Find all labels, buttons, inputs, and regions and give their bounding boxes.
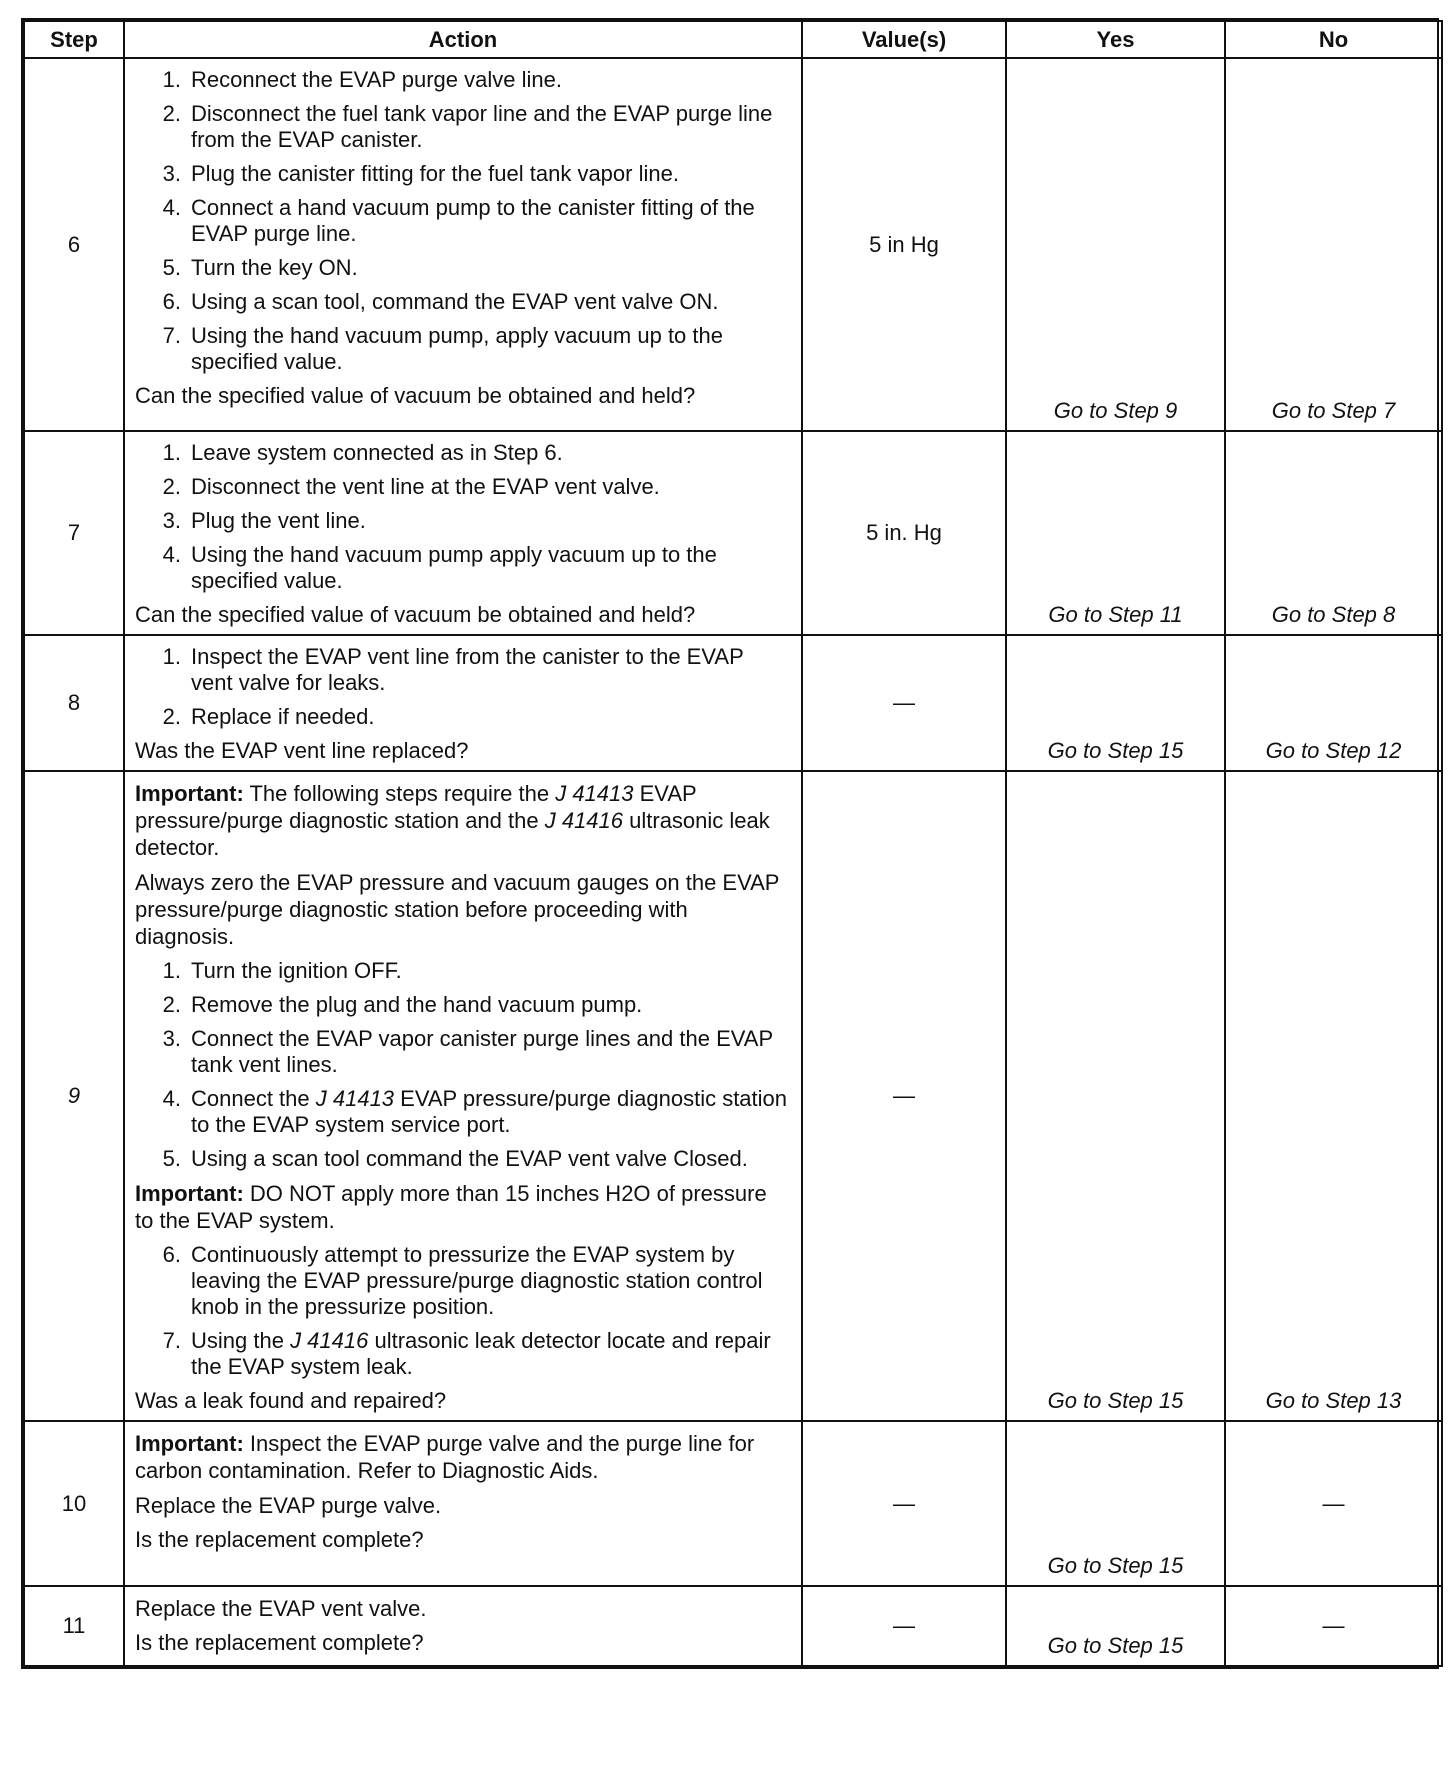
- list-item-number: 6.: [162, 289, 181, 314]
- text-run: EVAP pressure/purge diagnostic station to the EVAP system service port.: [191, 1086, 788, 1137]
- instruction-list: [135, 644, 791, 730]
- list-item-text: [191, 67, 791, 93]
- list-item-text: [191, 161, 791, 187]
- go-to-step-text: Go to Step 15: [1047, 1553, 1184, 1578]
- list-item-number: 2.: [162, 704, 181, 729]
- text-run: Using a scan tool, command the EVAP vent valve ON.: [191, 289, 719, 314]
- step-number: 11: [24, 1586, 124, 1666]
- value-cell: —: [802, 1586, 1006, 1666]
- list-item-text: [191, 1146, 791, 1172]
- list-item: [135, 101, 791, 153]
- step-number: 6: [24, 58, 124, 431]
- list-item-text: [191, 195, 791, 247]
- list-item: [135, 1146, 791, 1172]
- list-item-number: 5.: [162, 1146, 181, 1171]
- no-cell: [1225, 771, 1442, 1421]
- list-item-number: 5.: [162, 255, 181, 280]
- action-cell: [124, 635, 802, 771]
- list-item: [135, 255, 791, 281]
- value-cell: —: [802, 771, 1006, 1421]
- text-run: Reconnect the EVAP purge valve line.: [191, 67, 562, 92]
- instruction-paragraph: [135, 1430, 791, 1484]
- list-item-text: [191, 508, 791, 534]
- list-item-text: [191, 289, 791, 315]
- yes-cell: [1006, 58, 1225, 431]
- list-item-number: 1.: [162, 440, 181, 465]
- step-number: 10: [24, 1421, 124, 1586]
- emphasis-text: Important:: [135, 781, 244, 806]
- list-item: [135, 644, 791, 696]
- go-to-step-text: Go to Step 15: [1047, 738, 1184, 763]
- go-to-step-text: Go to Step 8: [1271, 602, 1396, 627]
- value-cell: —: [802, 635, 1006, 771]
- list-item: [135, 704, 791, 730]
- step-number: 7: [24, 431, 124, 635]
- list-item-text: [191, 1026, 791, 1078]
- list-item-text: [191, 255, 791, 281]
- go-to-step-text: Go to Step 13: [1265, 1388, 1402, 1413]
- list-item-text: [191, 542, 791, 594]
- yes-cell: [1006, 771, 1225, 1421]
- text-run: Remove the plug and the hand vacuum pump.: [191, 992, 643, 1017]
- text-run: EVAP pressure/purge diagnostic station and the: [135, 781, 697, 833]
- text-run: Disconnect the fuel tank vapor line and the EVAP purge line from the EVAP canister.: [191, 101, 773, 152]
- text-run: Connect the EVAP vapor canister purge lines and the EVAP tank vent lines.: [191, 1026, 773, 1077]
- list-item-text: [191, 1086, 791, 1138]
- text-run: Turn the key ON.: [191, 255, 358, 280]
- step-question: Is the replacement complete?: [135, 1527, 424, 1552]
- text-run: Replace the EVAP vent valve.: [135, 1596, 427, 1621]
- list-item: [135, 323, 791, 375]
- value-cell: 5 in Hg: [802, 58, 1006, 431]
- list-item-number: 6.: [162, 1242, 181, 1267]
- table-row: [24, 58, 1442, 431]
- table-row: [24, 1421, 1442, 1586]
- list-item-number: 3.: [162, 1026, 181, 1051]
- list-item-text: [191, 1328, 791, 1380]
- text-run: Plug the vent line.: [191, 508, 366, 533]
- list-item: [135, 992, 791, 1018]
- instruction-list: [135, 67, 791, 375]
- step-question: Was a leak found and repaired?: [135, 1388, 447, 1413]
- step-question: Was the EVAP vent line replaced?: [135, 738, 469, 763]
- list-item-text: [191, 440, 791, 466]
- value-cell: 5 in. Hg: [802, 431, 1006, 635]
- table-row: [24, 1586, 1442, 1666]
- list-item-number: 2.: [162, 101, 181, 126]
- table-row: [24, 771, 1442, 1421]
- text-run: Turn the ignition OFF.: [191, 958, 402, 983]
- action-cell: [124, 1421, 802, 1586]
- text-run: Plug the canister fitting for the fuel tank vapor line.: [191, 161, 679, 186]
- list-item: [135, 1242, 791, 1320]
- list-item-text: [191, 101, 791, 153]
- step-question: Can the specified value of vacuum be obtained and held?: [135, 602, 696, 627]
- instruction-paragraph: [135, 780, 791, 861]
- header-action: Action: [124, 21, 802, 58]
- go-to-step-text: Go to Step 11: [1048, 602, 1183, 627]
- text-run: Connect the: [191, 1086, 316, 1111]
- emphasis-text: J 41413: [315, 1086, 395, 1111]
- list-item-number: 4.: [162, 1086, 181, 1111]
- go-to-step-text: Go to Step 15: [1047, 1388, 1184, 1413]
- list-item-number: 4.: [162, 195, 181, 220]
- text-run: ultrasonic leak detector.: [135, 808, 770, 860]
- list-item: [135, 195, 791, 247]
- dash-text: —: [1322, 1490, 1345, 1516]
- dash-text: —: [1322, 1613, 1345, 1638]
- list-item: [135, 67, 791, 93]
- no-cell: [1225, 1586, 1442, 1666]
- instruction-list: [135, 440, 791, 594]
- instruction-list: [135, 1242, 791, 1380]
- go-to-step-text: Go to Step 7: [1271, 398, 1396, 423]
- list-item-text: [191, 474, 791, 500]
- step-number: 9: [24, 771, 124, 1421]
- text-run: Connect a hand vacuum pump to the canister fitting of the EVAP purge line.: [191, 195, 755, 246]
- no-cell: [1225, 635, 1442, 771]
- no-cell: [1225, 1421, 1442, 1586]
- yes-cell: [1006, 1421, 1225, 1586]
- action-cell: [124, 58, 802, 431]
- text-run: Leave system connected as in Step 6.: [191, 440, 563, 465]
- diagnostic-table-page: [21, 18, 1439, 1669]
- list-item-number: 3.: [162, 161, 181, 186]
- list-item: [135, 508, 791, 534]
- text-run: The following steps require the: [243, 781, 556, 806]
- text-run: Replace if needed.: [191, 704, 375, 729]
- list-item: [135, 1026, 791, 1078]
- instruction-paragraph: [135, 869, 791, 950]
- yes-cell: [1006, 1586, 1225, 1666]
- list-item: [135, 1086, 791, 1138]
- text-run: Inspect the EVAP purge valve and the purge line for carbon contamination. Refer to Diagnostic Aids.: [135, 1431, 755, 1483]
- list-item-text: [191, 323, 791, 375]
- text-run: Disconnect the vent line at the EVAP vent valve.: [191, 474, 660, 499]
- header-no: No: [1225, 21, 1442, 58]
- yes-cell: [1006, 635, 1225, 771]
- list-item-number: 1.: [162, 644, 181, 669]
- table-row: [24, 635, 1442, 771]
- list-item-text: [191, 644, 791, 696]
- text-run: Always zero the EVAP pressure and vacuum gauges on the EVAP pressure/purge diagnostic station before proceeding with diagnosis.: [135, 870, 780, 949]
- list-item-number: 1.: [162, 958, 181, 983]
- list-item: [135, 289, 791, 315]
- no-cell: [1225, 431, 1442, 635]
- text-run: Inspect the EVAP vent line from the canister to the EVAP vent valve for leaks.: [191, 644, 744, 695]
- header-yes: Yes: [1006, 21, 1225, 58]
- step-number: 8: [24, 635, 124, 771]
- list-item: [135, 161, 791, 187]
- list-item: [135, 958, 791, 984]
- list-item-text: [191, 958, 791, 984]
- text-run: Using a scan tool command the EVAP vent valve Closed.: [191, 1146, 748, 1171]
- emphasis-text: J 41413: [555, 781, 634, 806]
- instruction-paragraph: [135, 1180, 791, 1234]
- text-run: DO NOT apply more than 15 inches H2O of pressure to the EVAP system.: [135, 1181, 767, 1233]
- list-item-number: 4.: [162, 542, 181, 567]
- table-row: [24, 431, 1442, 635]
- header-values: Value(s): [802, 21, 1006, 58]
- text-run: ultrasonic leak detector locate and repair the EVAP system leak.: [191, 1328, 771, 1379]
- emphasis-text: J 41416: [290, 1328, 369, 1353]
- list-item-number: 2.: [162, 992, 181, 1017]
- header-row: [24, 21, 1442, 58]
- action-cell: [124, 1586, 802, 1666]
- list-item-number: 1.: [162, 67, 181, 92]
- text-run: Continuously attempt to pressurize the EVAP system by leaving the EVAP pressure/purge diagnostic station control knob in the pressurize position.: [191, 1242, 763, 1319]
- list-item-number: 3.: [162, 508, 181, 533]
- list-item-number: 2.: [162, 474, 181, 499]
- list-item-text: [191, 704, 791, 730]
- no-cell: [1225, 58, 1442, 431]
- list-item: [135, 542, 791, 594]
- instruction-paragraph: [135, 1492, 791, 1519]
- header-step: Step: [24, 21, 124, 58]
- step-question: Is the replacement complete?: [135, 1630, 424, 1655]
- value-cell: —: [802, 1421, 1006, 1586]
- list-item-text: [191, 992, 791, 1018]
- step-question: Can the specified value of vacuum be obtained and held?: [135, 383, 696, 408]
- emphasis-text: Important:: [135, 1431, 244, 1456]
- text-run: Replace the EVAP purge valve.: [135, 1493, 442, 1518]
- action-cell: [124, 771, 802, 1421]
- instruction-paragraph: [135, 1595, 791, 1622]
- list-item-text: [191, 1242, 791, 1320]
- diagnostic-table: [23, 20, 1443, 1667]
- instruction-list: [135, 958, 791, 1172]
- emphasis-text: J 41416: [544, 808, 624, 833]
- go-to-step-text: Go to Step 9: [1053, 398, 1178, 423]
- list-item: [135, 1328, 791, 1380]
- text-run: Using the: [191, 1328, 291, 1353]
- action-cell: [124, 431, 802, 635]
- text-run: Using the hand vacuum pump apply vacuum up to the specified value.: [191, 542, 717, 593]
- list-item-number: 7.: [162, 1328, 181, 1353]
- list-item: [135, 440, 791, 466]
- list-item: [135, 474, 791, 500]
- list-item-number: 7.: [162, 323, 181, 348]
- text-run: Using the hand vacuum pump, apply vacuum up to the specified value.: [191, 323, 723, 374]
- yes-cell: [1006, 431, 1225, 635]
- emphasis-text: Important:: [135, 1181, 244, 1206]
- go-to-step-text: Go to Step 12: [1265, 738, 1402, 763]
- go-to-step-text: Go to Step 15: [1047, 1633, 1184, 1658]
